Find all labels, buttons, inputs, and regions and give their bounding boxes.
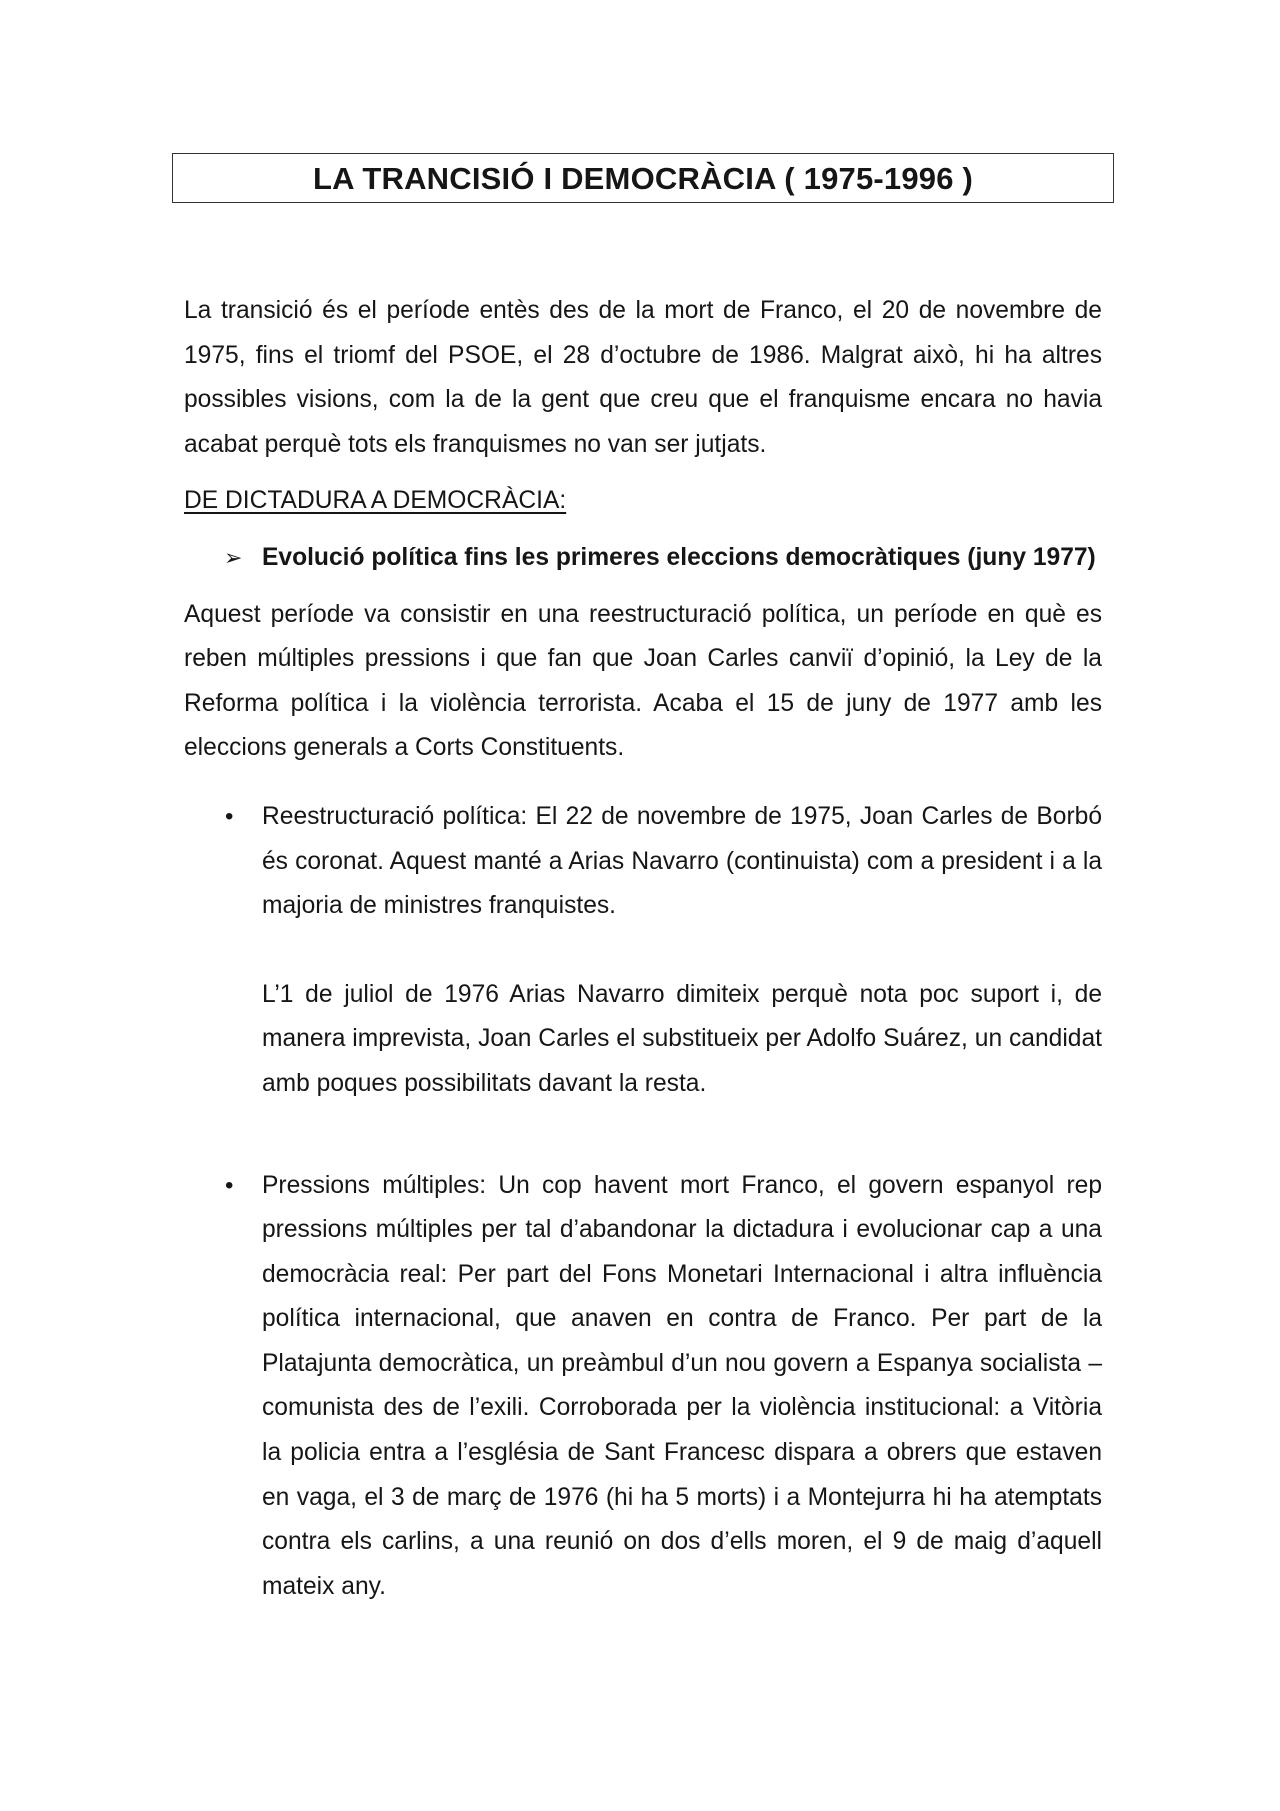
subheading-item: [184, 536, 1102, 581]
page-title: LA TRANCISIÓ I DEMOCRÀCIA ( 1975-1996 ): [172, 153, 1114, 203]
section-heading: DE DICTADURA A DEMOCRÀCIA:: [184, 487, 567, 515]
bullet-paragraph: Pressions múltiples: Un cop havent mort Franco, el govern espanyol rep pressions múltiples per tal d’abandonar la dictadura i evolucionar cap a una democràcia real: Per part del Fons Monetari Internacional i altra influència política internacional, que anaven en contra de Franco. Per part de la Platajunta democràtica, un preàmbul d’un nou govern a Espanya socialista – comunista des de l’exili. Corroborada per la violència institucional: a Vitòria la policia entra a l’església de Sant Francesc dispara a obrers que estaven en vaga, el 3 de març de 1976 (hi ha 5 morts) i a Montejurra hi ha atemptats contra els carlins, a una reunió on dos d’ells moren, el 9 de maig d’aquell mateix any.: [262, 1171, 1102, 1600]
bullet-dot-icon: •: [225, 1171, 234, 1199]
subheading-text: Evolució política fins les primeres eleccions democràtiques (juny 1977): [262, 543, 1096, 571]
arrow-bullet-icon: ➢: [224, 544, 243, 570]
document-body: [184, 289, 1102, 1609]
bullet-item-restructuring: [184, 795, 1102, 1107]
section-paragraph: Aquest període va consistir en una reestructuració política, un període en què es reben múltiples pressions i que fan que Joan Carles canviï d’opinió, la Ley de la Reforma política i la violència terrorista. Acaba el 15 de juny de 1977 amb les eleccions generals a Corts Constituents.: [184, 600, 1102, 762]
bullet-dot-icon: •: [225, 802, 234, 830]
bullet-item-pressures: [184, 1164, 1102, 1610]
bullet-paragraph: Reestructuració política: El 22 de novembre de 1975, Joan Carles de Borbó és coronat. Aquest manté a Arias Navarro (continuista) com a president i a la majoria de ministres franquistes.: [262, 802, 1102, 920]
intro-paragraph: La transició és el període entès des de la mort de Franco, el 20 de novembre de 1975, fins el triomf del PSOE, el 28 d’octubre de 1986. Malgrat això, hi ha altres possibles visions, com la de la gent que creu que el franquisme encara no havia acabat perquè tots els franquismes no van ser jutjats.: [184, 297, 1102, 458]
bullet-paragraph: L’1 de juliol de 1976 Arias Navarro dimiteix perquè nota poc suport i, de manera imprevista, Joan Carles el substitueix per Adolfo Suárez, un candidat amb poques possibilitats davant la resta.: [262, 980, 1102, 1097]
